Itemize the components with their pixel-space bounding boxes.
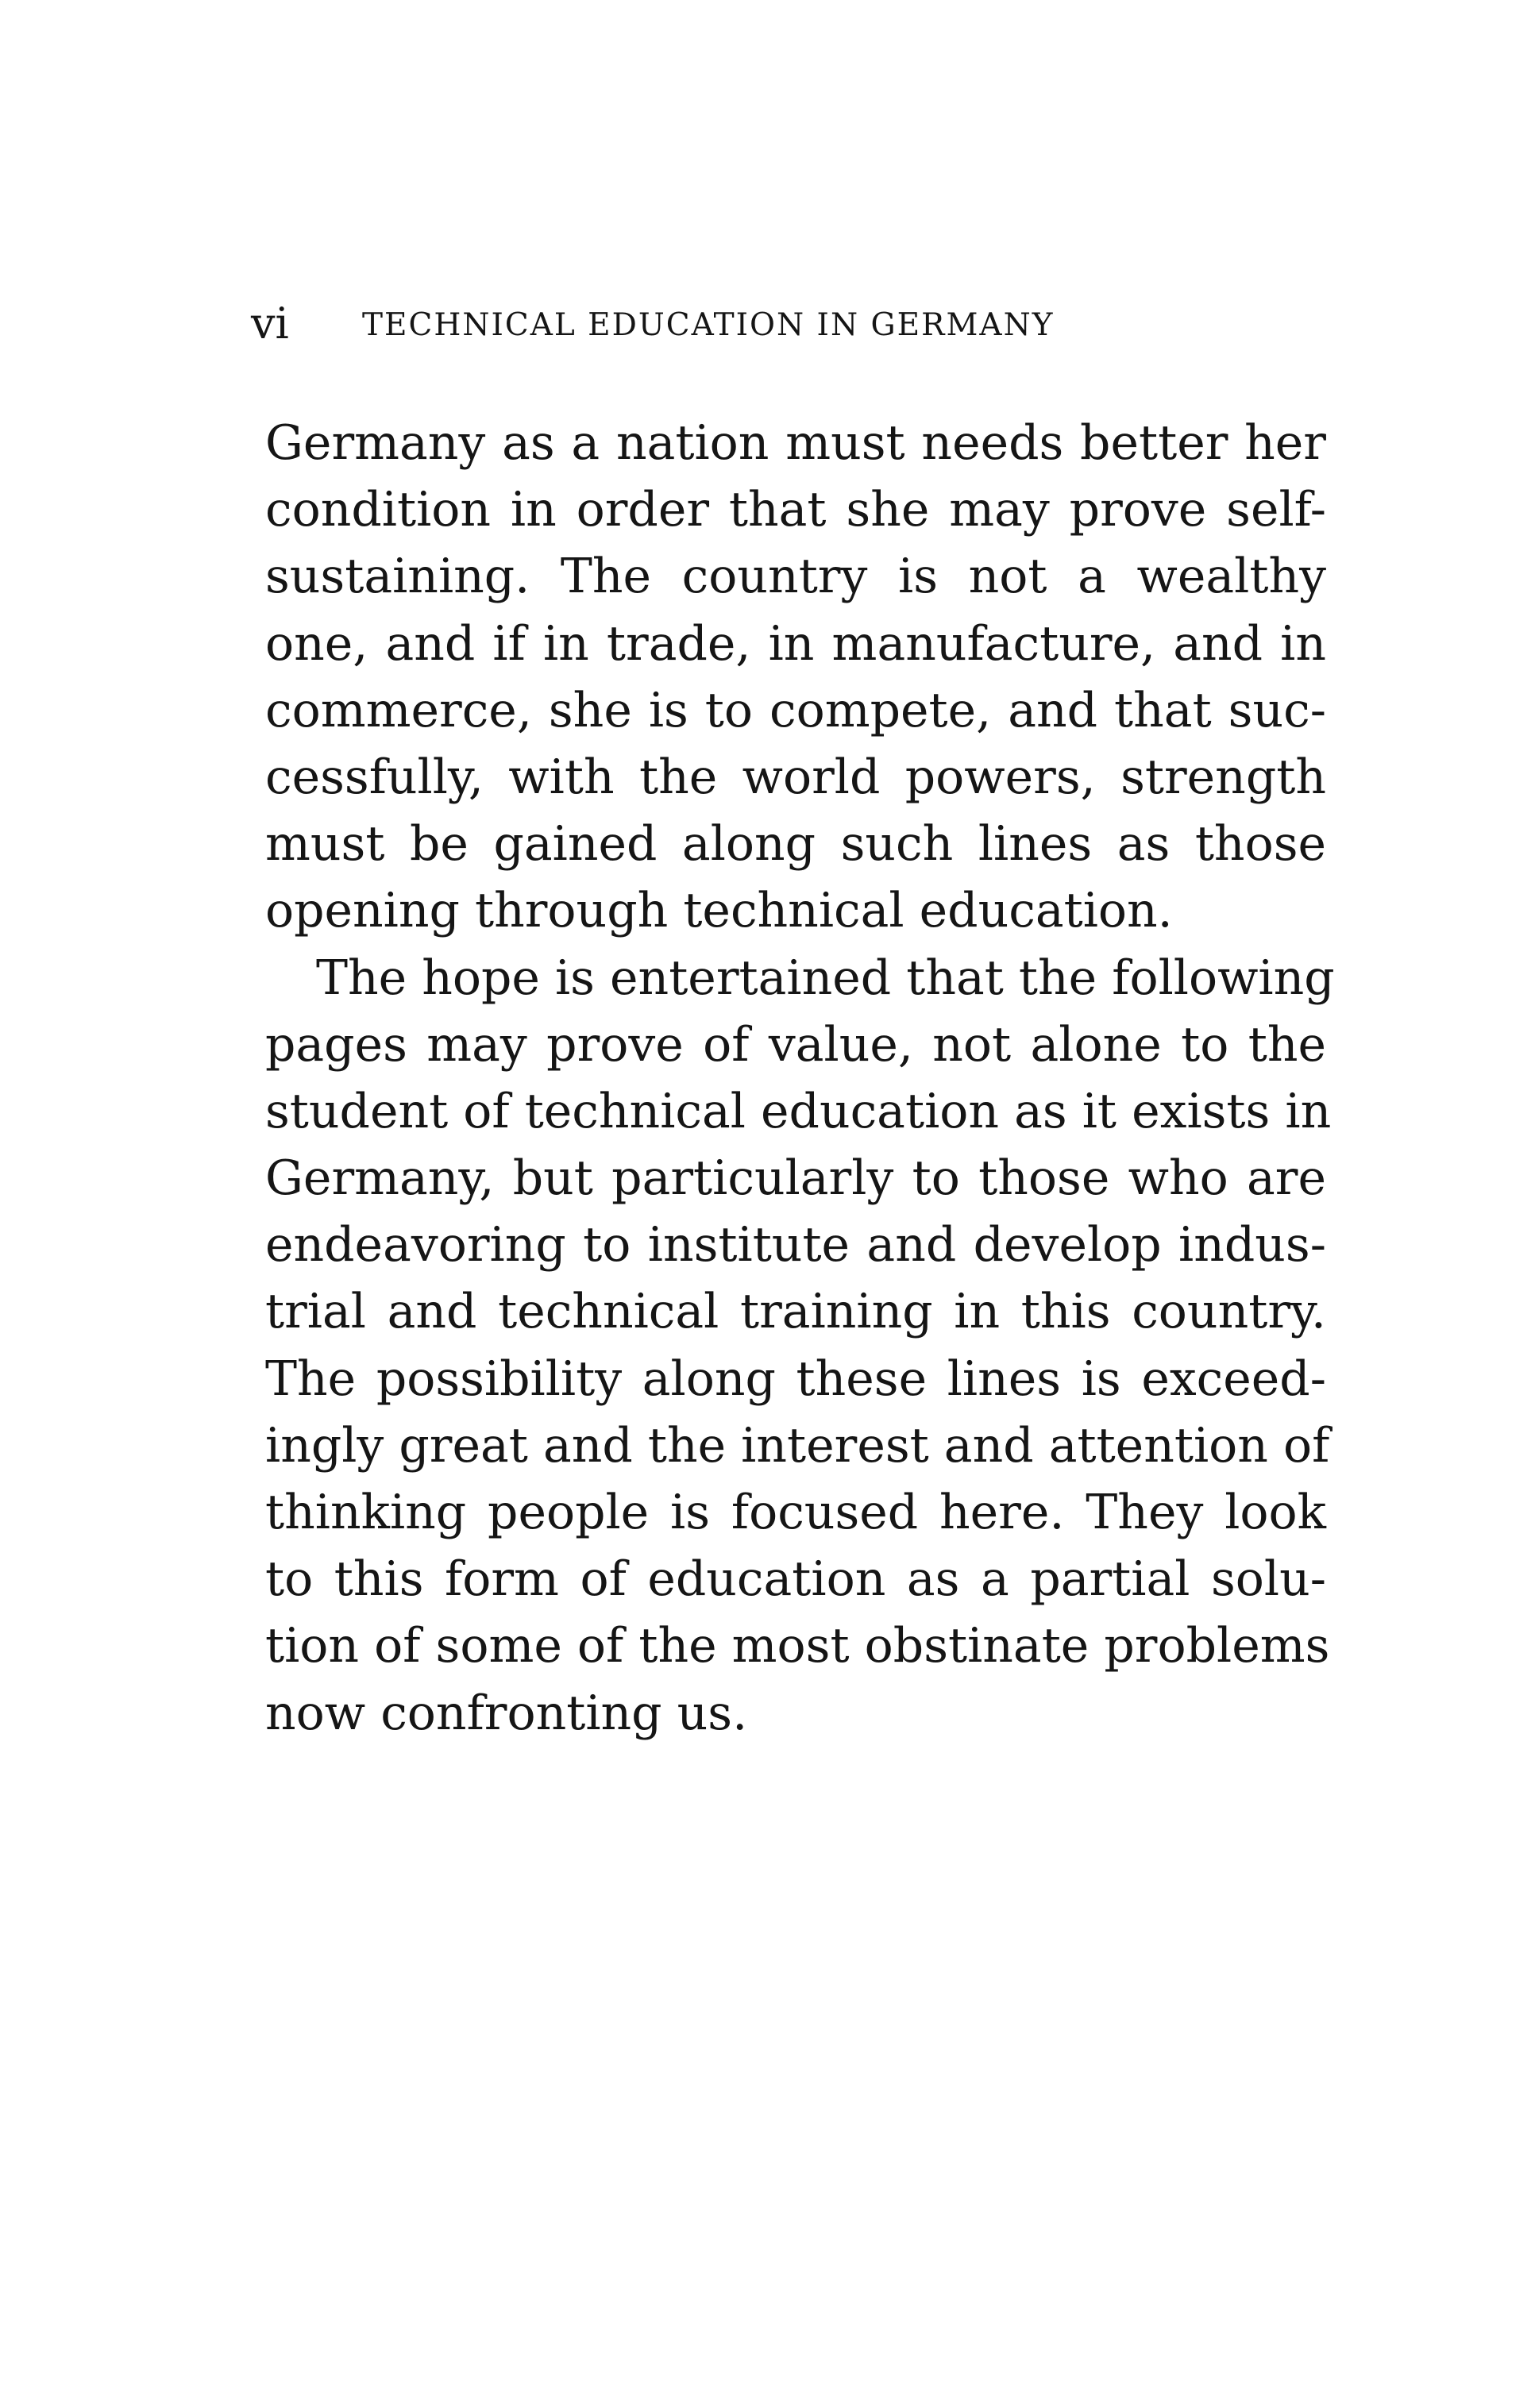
text-line: endeavoring to institute and develop indus- <box>265 1217 1326 1273</box>
text-line: one, and if in trade, in manufacture, and in <box>265 615 1326 672</box>
paragraph-1 <box>265 410 1326 945</box>
text-line: student of technical education as it exists in <box>265 1083 1332 1139</box>
text-line: The hope is entertained that the following <box>316 950 1335 1006</box>
text-line: trial and technical training in this country. <box>265 1284 1326 1340</box>
text-line: The possibility along these lines is exceed- <box>265 1350 1326 1407</box>
text-line: Germany, but particularly to those who are <box>265 1150 1326 1207</box>
text-line: thinking people is focused here. They look <box>265 1485 1326 1540</box>
text-line: Germany as a nation must needs better her <box>265 415 1326 471</box>
text-line: ingly great and the interest and attention of <box>265 1417 1330 1474</box>
text-line: must be gained along such lines as those <box>265 816 1326 873</box>
running-head <box>251 300 1331 348</box>
paragraph-2 <box>265 945 1335 1747</box>
text-line: pages may prove of value, not alone to the <box>265 1016 1326 1073</box>
text-line: tion of some of the most obstinate problems <box>265 1618 1330 1674</box>
page-number: vi <box>251 299 289 349</box>
text-line: sustaining. The country is not a wealthy <box>265 549 1326 605</box>
text-line: commerce, she is to compete, and that suc- <box>265 682 1326 738</box>
text-line: condition in order that she may prove self- <box>265 482 1326 538</box>
text-line: now confronting us. <box>265 1685 748 1741</box>
body-text <box>265 410 1335 1747</box>
running-title: TECHNICAL EDUCATION IN GERMANY <box>362 307 1055 343</box>
text-line: opening through technical education. <box>265 883 1173 939</box>
text-line: to this form of education as a partial solu- <box>265 1551 1326 1608</box>
text-line: cessfully, with the world powers, strength <box>265 749 1326 805</box>
